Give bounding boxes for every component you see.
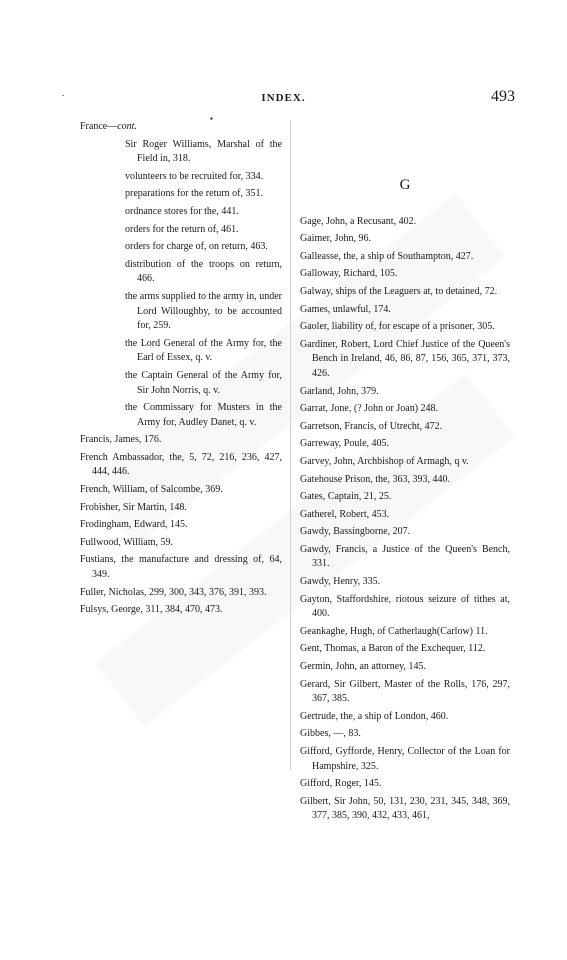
- page-mark: .: [62, 88, 65, 98]
- index-entry: Gatehouse Prison, the, 363, 393, 440.: [300, 473, 450, 485]
- index-subentry: orders for charge of, on return, 463.: [125, 241, 268, 253]
- index-entry: Garland, John, 379.: [300, 385, 379, 397]
- index-entry: Gaoler, liability of, for escape of a prisoner, 305.: [300, 321, 495, 333]
- index-entry: Garvey, John, Archbishop of Armagh, q v.: [300, 455, 469, 467]
- index-subentry: the Lord General of the Army for, the Earl of Essex, q. v.: [125, 337, 282, 364]
- index-entry: Germin, John, an attorney, 145.: [300, 661, 426, 673]
- index-entry: Gifford, Roger, 145.: [300, 778, 382, 790]
- subentry-list: [80, 138, 282, 431]
- entry-list: [80, 433, 282, 618]
- index-entry: Garretson, Francis, of Utrecht, 472.: [300, 420, 443, 432]
- heading-text: France—: [80, 121, 118, 132]
- page-mark: ▪: [210, 114, 213, 123]
- index-subentry: orders for the return of, 461.: [125, 223, 239, 235]
- index-entry: Galleasse, the, a ship of Southampton, 427.: [300, 250, 474, 262]
- index-subentry: ordnance stores for the, 441.: [125, 205, 239, 217]
- index-entry: Garreway, Poule, 405.: [300, 438, 390, 450]
- index-entry: Gardiner, Robert, Lord Chief Justice of the Queen's Bench in Ireland, 46, 86, 87, 156, 365, 371, 373, 426.: [300, 338, 510, 379]
- index-entry: Fullwood, William, 59.: [80, 536, 174, 548]
- index-subentry: volunteers to be recruited for, 334.: [125, 170, 264, 182]
- index-entry: Frobisher, Sir Martin, 148.: [80, 501, 187, 513]
- index-entry: French Ambassador, the, 5, 72, 216, 236, 427, 444, 446.: [80, 451, 282, 478]
- index-entry: Geankaghe, Hugh, of Catherlaugh(Carlow) 11.: [300, 625, 488, 637]
- right-column: [300, 120, 510, 827]
- index-heading: [80, 120, 282, 135]
- index-entry: Galloway, Richard, 105.: [300, 268, 398, 280]
- index-entry: Fulsys, George, 311, 384, 470, 473.: [80, 604, 223, 616]
- index-entry: Gates, Captain, 21, 25.: [300, 491, 392, 503]
- index-subentry: the arms supplied to the army in, under Lord Willoughby, to be accounted for, 259.: [125, 290, 282, 332]
- index-entry: Frodingham, Edward, 145.: [80, 519, 188, 531]
- index-entry: Gatherel, Robert, 453.: [300, 508, 390, 520]
- index-subentry: the Commissary for Musters in the Army for, Audley Danet, q. v.: [125, 402, 282, 428]
- column-divider: [290, 120, 291, 770]
- index-entry: Gent, Thomas, a Baron of the Exchequer, 112.: [300, 643, 486, 655]
- index-entry: Fustians, the manufacture and dressing of, 64, 349.: [80, 554, 282, 581]
- page-number: 493: [491, 88, 515, 105]
- index-entry: Galway, ships of the Leaguers at, to detained, 72.: [300, 285, 498, 297]
- index-entry: Gawdy, Bassingborne, 207.: [300, 526, 411, 538]
- index-entry: Gayton, Staffordshire, riotous seizure of tithes at, 400.: [300, 593, 510, 620]
- heading-cont: cont.: [117, 121, 137, 132]
- section-letter: G: [399, 177, 411, 193]
- index-subentry: the Captain General of the Army for, Sir John Norris, q. v.: [125, 369, 282, 396]
- index-entry: Gage, John, a Recusant, 402.: [300, 215, 417, 227]
- running-head: [0, 88, 567, 108]
- index-entry: Gawdy, Francis, a Justice of the Queen's Bench, 331.: [300, 543, 510, 570]
- entry-list: [300, 215, 510, 824]
- index-entry: Gerard, Sir Gilbert, Master of the Rolls, 176, 297, 367, 385.: [300, 678, 510, 705]
- index-entry: Gertrude, the, a ship of London, 460.: [300, 710, 449, 722]
- index-entry: Garrat, Jone, (? John or Joan) 248.: [300, 403, 439, 415]
- index-subentry: distribution of the troops on return, 466.: [125, 258, 282, 285]
- index-subentry: Sir Roger Williams, Marshal of the Field in, 318.: [125, 138, 282, 165]
- index-entry: Gibbes, —, 83.: [300, 728, 361, 740]
- index-entry: Gawdy, Henry, 335.: [300, 576, 381, 588]
- index-entry: Gilbert, Sir John, 50, 131, 230, 231, 345, 348, 369, 377, 385, 390, 432, 433, 461,: [300, 795, 510, 822]
- index-entry: French, William, of Salcombe, 369.: [80, 484, 223, 496]
- running-title: INDEX.: [261, 92, 306, 104]
- left-column: [80, 120, 282, 621]
- index-subentry: preparations for the return of, 351.: [125, 188, 264, 200]
- index-entry: Games, unlawful, 174.: [300, 303, 391, 315]
- index-entry: Gaimer, John, 96.: [300, 233, 371, 245]
- index-entry: Gifford, Gyfforde, Henry, Collector of the Loan for Hampshire, 325.: [300, 746, 510, 772]
- index-entry: Fuller, Nicholas, 299, 300, 343, 376, 391, 393.: [80, 586, 267, 598]
- index-entry: Francis, James, 176.: [80, 434, 162, 446]
